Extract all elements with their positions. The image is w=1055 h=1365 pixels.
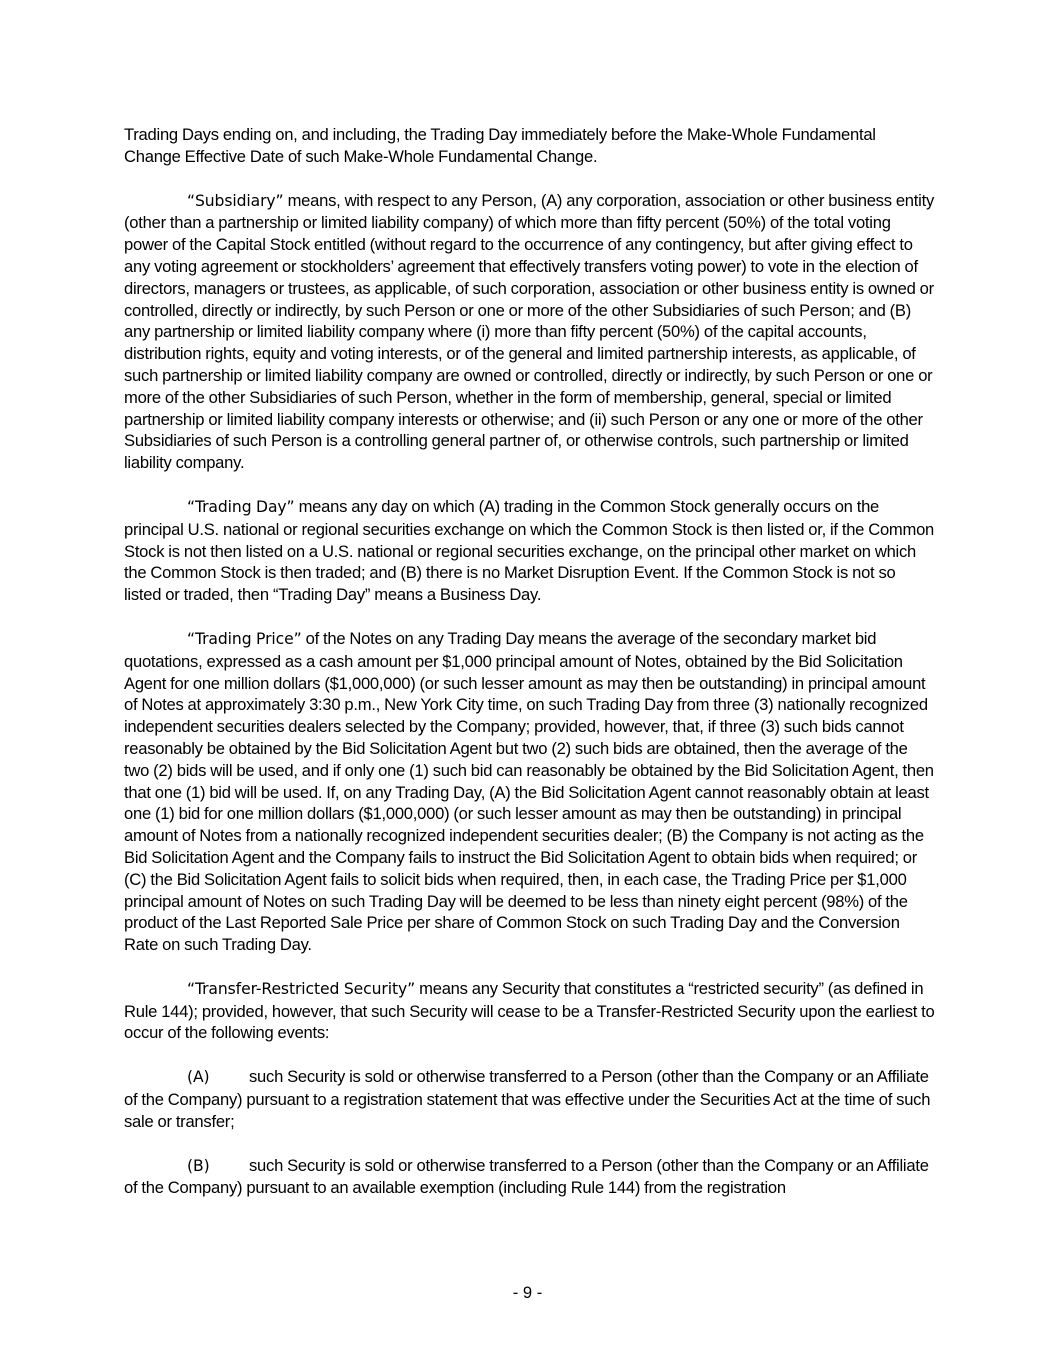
- list-item-text: such Security is sold or otherwise transferred to a Person (other than the Company or an Affiliate of the Company) pursuant to a registration statement that was effective under the Securities Act at the time of such sale or transfer;: [124, 1067, 931, 1131]
- list-item-a: [124, 1066, 936, 1132]
- definition-text: means any Security that constitutes a “restricted security” (as defined in Rule 144); provided, however, that such Security will cease to be a Transfer-Restricted Security upon the earliest to occur of the following events:: [124, 978, 935, 1043]
- list-item-text: such Security is sold or otherwise transferred to a Person (other than the Company or an Affiliate of the Company) pursuant to an available exemption (including Rule 144) from the registration: [124, 1155, 929, 1198]
- list-item-b: [124, 1155, 936, 1200]
- definition-trading-day: [124, 496, 936, 606]
- list-item-label: (A): [187, 1068, 210, 1087]
- defined-term: “Transfer-Restricted Security”: [187, 979, 416, 998]
- definition-subsidiary: [124, 190, 936, 474]
- defined-term: “Trading Day”: [187, 497, 295, 516]
- defined-term: “Subsidiary”: [187, 191, 284, 210]
- continuation-paragraph: Trading Days ending on, and including, the Trading Day immediately before the Make-Whole Fundamental Change Effective Date of such Make-Whole Fundamental Change.: [124, 125, 876, 166]
- definition-text: means, with respect to any Person, (A) any corporation, association or other business entity (other than a partnership or limited liability company) of which more than fifty percent (50%) of the total voting power of the Capital Stock entitled (without regard to the occurrence of any contingency, but after giving effect to any voting agreement or stockholders’ agreement that effectively transfers voting power) to vote in the election of directors, managers or trustees, as applicable, of such corporation, association or other business entity is owned or controlled, directly or indirectly, by such Person or one or more of the other Subsidiaries of such Person; and (B) any partnership or limited liability company where (i) more than fifty percent (50%) of the capital accounts, distribution rights, equity and voting interests, or of the general and limited partnership interests, as applicable, of such partnership or limited liability company are owned or controlled, directly or indirectly, by such Person or one or more of the other Subsidiaries of such Person, whether in the form of membership, general, special or limited partnership or limited liability company interests or otherwise; and (ii) such Person or any one or more of the other Subsidiaries of such Person is a controlling general partner of, or otherwise controls, such partnership or limited liability company.: [124, 190, 934, 473]
- defined-term: “Trading Price”: [187, 629, 302, 648]
- definition-trading-price: [124, 628, 936, 956]
- page-number: - 9 -: [512, 1283, 543, 1302]
- definition-transfer-restricted-security: [124, 978, 936, 1044]
- definition-text: means any day on which (A) trading in the Common Stock generally occurs on the principal U.S. national or regional securities exchange on which the Common Stock is then listed or, if the Common Stock is not then listed on a U.S. national or regional securities exchange, on the principal other market on which the Common Stock is then traded; and (B) there is no Market Disruption Event. If the Common Stock is not so listed or traded, then “Trading Day” means a Business Day.: [124, 496, 935, 605]
- list-item-label: (B): [187, 1156, 210, 1175]
- definition-text: of the Notes on any Trading Day means the average of the secondary market bid quotations, expressed as a cash amount per $1,000 principal amount of Notes, obtained by the Bid Solicitation Agent for one million dollars ($1,000,000) (or such lesser amount as may then be outstanding) in principal amount of Notes at approximately 3:30 p.m., New York City time, on such Trading Day from three (3) nationally recognized independent securities dealers selected by the Company; provided, however, that, if three (3) such bids cannot reasonably be obtained by the Bid Solicitation Agent but two (2) such bids are obtained, then the average of the two (2) bids will be used, and if only one (1) such bid can reasonably be obtained by the Bid Solicitation Agent, then that one (1) bid will be used. If, on any Trading Day, (A) the Bid Solicitation Agent cannot reasonably obtain at least one (1) bid for one million dollars ($1,000,000) (or such lesser amount as may then be outstanding) in principal amount of Notes from a nationally recognized independent securities dealer; (B) the Company is not acting as the Bid Solicitation Agent and the Company fails to instruct the Bid Solicitation Agent to obtain bids when required; or (C) the Bid Solicitation Agent fails to solicit bids when required, then, in each case, the Trading Price per $1,000 principal amount of Notes on such Trading Day will be deemed to be less than ninety eight percent (98%) of the product of the Last Reported Sale Price per share of Common Stock on such Trading Day and the Conversion Rate on such Trading Day.: [124, 628, 934, 955]
- document-page: [124, 124, 936, 1221]
